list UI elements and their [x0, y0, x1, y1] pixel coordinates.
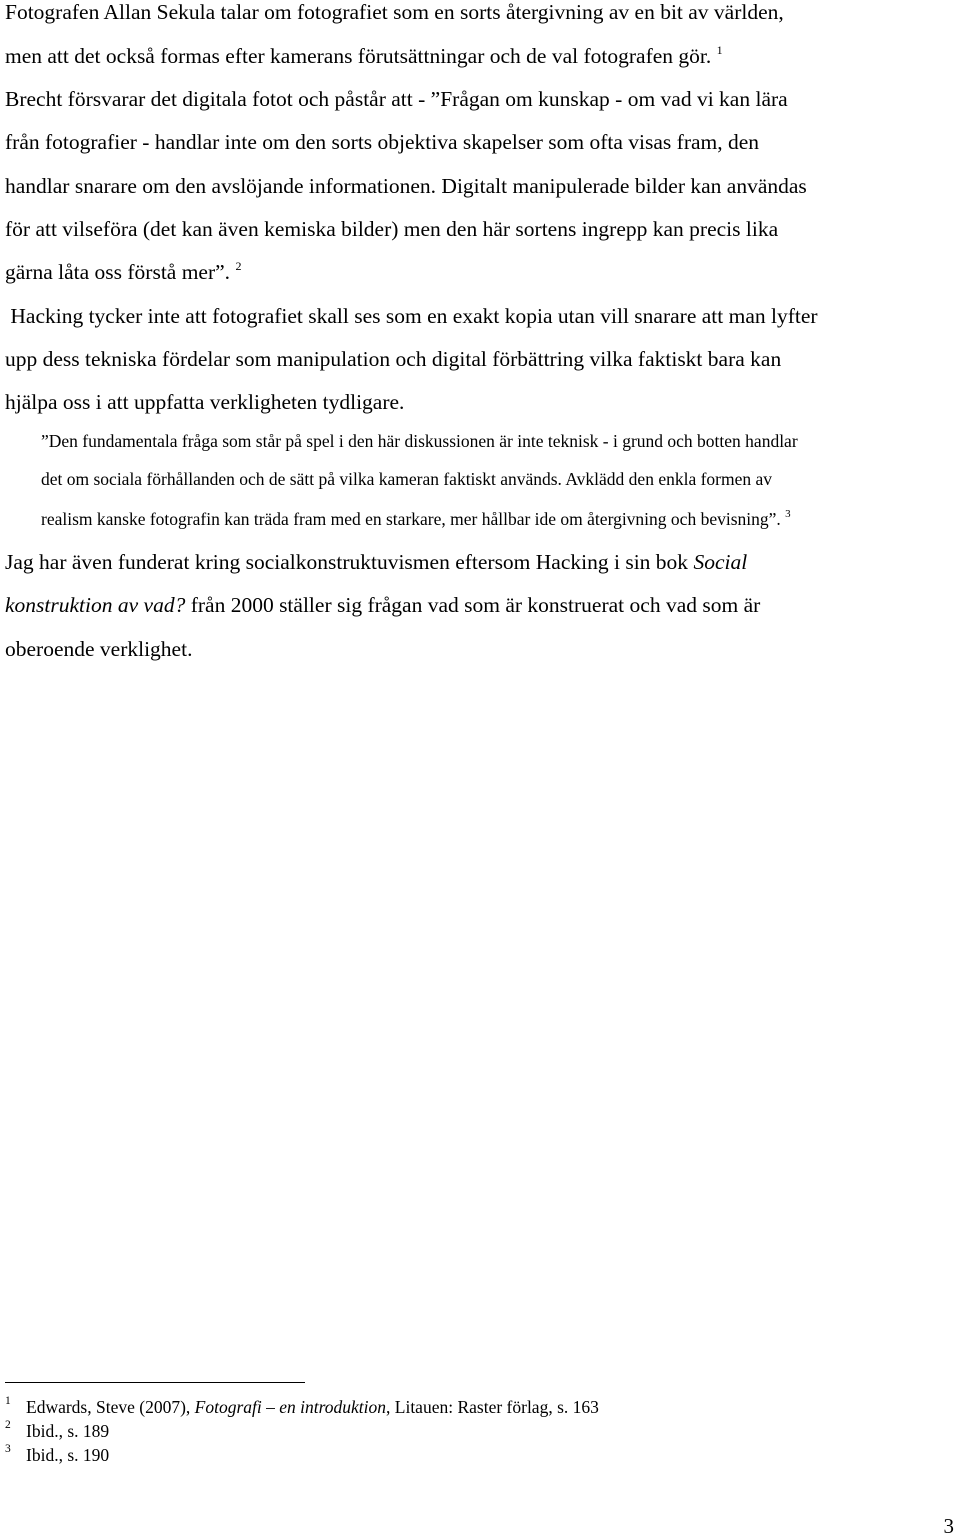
body-line: handlar snarare om den avslöjande informationen. Digitalt manipulerade bilder kan användas: [5, 174, 807, 198]
footnote-separator: [5, 1382, 305, 1383]
footnote-number: 1: [5, 1395, 11, 1407]
body-line: Fotografen Allan Sekula talar om fotografiet som en sorts återgivning av en bit av världen,: [5, 0, 784, 24]
quote-line: det om sociala förhållanden och de sätt på vilka kameran faktiskt används. Avklädd den enkla formen av: [41, 469, 773, 489]
body-line: Jag har även funderat kring socialkonstruktuvismen eftersom Hacking i sin bok Social: [5, 550, 748, 574]
body-line: för att vilseföra (det kan även kemiska bilder) men den här sortens ingrepp kan precis lika: [5, 217, 779, 241]
document-page: Fotografen Allan Sekula talar om fotografiet som en sorts återgivning av en bit av världen, men att det också formas efter kamerans förutsättningar och de val fotografen gör. $^1$ Brecht försvarar det digitala fotot och påstår att - ”Frågan om kunskap - om vad vi kan lära från fotografier - handlar inte om den sorts objektiva skapelser som ofta visas fram, den handlar snarare om den avslöjande informationen. Digitalt manipulerade bilder kan användas för att vilseföra (det kan även kemiska bilder) men den här sortens ingrepp kan precis lika gärna låta oss förstå mer”. $^2$ Hacking tycker inte att fotografiet skall ses som en exakt kopia utan vill snarare att man lyfter upp dess tekniska fördelar som manipulation och digital förbättring vilka faktiskt bara kan hjälpa oss i att uppfatta verkligheten tydligare. ”Den fundamentala fråga som står på spel i den här diskussionen är inte teknisk - i grund och botten handlar det om sociala förhållanden och de sätt på vilka kameran faktiskt används. Avklädd den enkla formen av realism kanske fotografin kan träda fram med en starkare, mer hållbar ide om återgivning och bevisning”. $^3$ Jag har även funderat kring socialkonstruktuvismen eftersom Hacking i sin bok Social konstruktion av vad? från 2000 ställer sig frågan vad som är konstruerat och vad som är oberoende verklighet. 1 Edwards, Steve (2007), Fotografi – en introduktion, Litauen: Raster förlag, s. 163 2 Ibid., s. 189 3 Ibid., s. 190 3: [5, 0, 954, 1538]
body-line: Hacking tycker inte att fotografiet skall ses som en exakt kopia utan vill snarare att man lyfter: [5, 304, 818, 328]
body-line: Brecht försvarar det digitala fotot och påstår att - ”Frågan om kunskap - om vad vi kan lära: [5, 87, 788, 111]
page-number: 3: [943, 1514, 954, 1538]
body-line: konstruktion av vad? från 2000 ställer sig frågan vad som är konstruerat och vad som är: [5, 593, 761, 617]
body-line: oberoende verklighet.: [5, 637, 193, 661]
body-line: hjälpa oss i att uppfatta verkligheten tydligare.: [5, 390, 405, 414]
footnote-ref: 3: [785, 508, 791, 520]
body-line: men att det också formas efter kamerans förutsättningar och de val fotografen gör. $^1$: [5, 43, 723, 68]
body-line: gärna låta oss förstå mer”. $^2$: [5, 259, 242, 284]
footnote-ref: 2: [235, 259, 242, 273]
quote-line: realism kanske fotografin kan träda fram med en starkare, mer hållbar ide om återgivning och bevisning”. $^3$: [41, 508, 791, 529]
body-line: upp dess tekniska fördelar som manipulation och digital förbättring vilka faktiskt bara kan: [5, 347, 782, 371]
footnote-ref: 1: [716, 43, 723, 57]
footnote-number: 2: [5, 1419, 11, 1431]
footnote-number: 3: [5, 1443, 11, 1455]
quote-line: ”Den fundamentala fråga som står på spel i den här diskussionen är inte teknisk - i grund och botten handlar: [41, 431, 798, 451]
body-line: från fotografier - handlar inte om den sorts objektiva skapelser som ofta visas fram, den: [5, 130, 760, 154]
